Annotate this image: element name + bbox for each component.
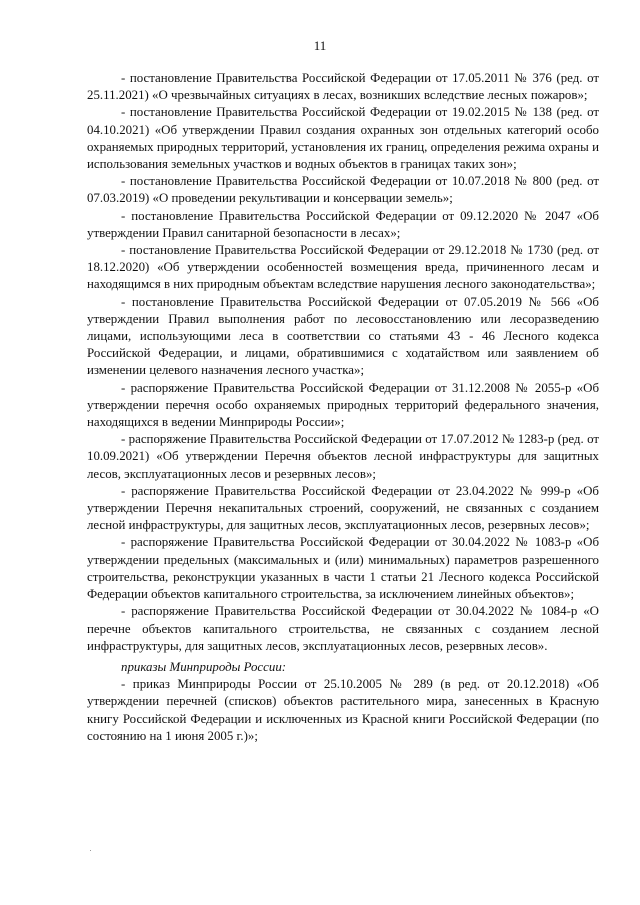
list-item: - распоряжение Правительства Российской Федерации от 23.04.2022 № 999-р «Об утверждении Перечня некапитальных строений, сооружений, не связанных с созданием лесной инфраструктуры, для защитных лесов, эксплуатационных лесов, резервных лесов»; — [87, 483, 599, 533]
list-item: - постановление Правительства Российской Федерации от 07.05.2019 № 566 «Об утверждении Правил выполнения работ по лесовосстановлению или лесоразведению лицами, использующими леса в соответствии со статьями 43 - 46 Лесного кодекса Российской Федерации, и лицами, обратившимися с ходатайством или заявлением об изменении целевого назначения лесного участка»; — [87, 294, 599, 378]
list-item: - постановление Правительства Российской Федерации от 19.02.2015 № 138 (ред. от 04.10.2021) «Об утверждении Правил создания охранных зон отдельных категорий особо охраняемых природных территорий, установления их границ, определения режима охраны и использования земельных участков и водных объектов в границах таких зон»; — [87, 105, 599, 172]
list-item: - постановление Правительства Российской Федерации от 10.07.2018 № 800 (ред. от 07.03.2019) «О проведении рекультивации и консервации земель»; — [87, 174, 599, 206]
list-item: - распоряжение Правительства Российской Федерации от 17.07.2012 № 1283-р (ред. от 10.09.2021) «Об утверждении Перечня объектов лесной инфраструктуры для защитных лесов, эксплуатационных лесов и резервных лесов»; — [87, 432, 599, 481]
list-item: - постановление Правительства Российской Федерации от 09.12.2020 № 2047 «Об утверждении Правил санитарной безопасности в лесах»; — [87, 208, 599, 240]
document-body — [87, 70, 599, 745]
scan-speck — [90, 850, 91, 851]
list-item: - постановление Правительства Российской Федерации от 17.05.2011 № 376 (ред. от 25.11.2021) «О чрезвычайных ситуациях в лесах, возникших вследствие лесных пожаров»; — [87, 71, 599, 103]
list-item: - распоряжение Правительства Российской Федерации от 30.04.2022 № 1084-р «О перечне объектов капитального строительства, не связанных с созданием лесной инфраструктуры, для защитных лесов, эксплуатационных лесов, резервных лесов». — [87, 604, 599, 653]
list-item: - приказ Минприроды России от 25.10.2005 № 289 (в ред. от 20.12.2018) «Об утверждении перечней (списков) объектов растительного мира, занесенных в Красную книгу Российской Федерации и исключенных из Красной книги Российской Федерации (по состоянию на 1 июня 2005 г.)»; — [87, 677, 599, 743]
page-number: 11 — [313, 38, 327, 53]
list-item: - распоряжение Правительства Российской Федерации от 30.04.2022 № 1083-р «Об утверждении предельных (максимальных и (или) минимальных) параметров разрешенного строительства, реконструкции указанных в части 1 статьи 21 Лесного кодекса Российской Федерации объектов капитального строительства, за исключением линейных объектов»; — [87, 535, 599, 602]
list-item: - распоряжение Правительства Российской Федерации от 31.12.2008 № 2055-р «Об утверждении перечня особо охраняемых природных территорий федерального значения, находящихся в ведении Минприроды России»; — [87, 380, 599, 430]
section-subheading: приказы Минприроды России: — [121, 659, 287, 674]
list-item: - постановление Правительства Российской Федерации от 29.12.2018 № 1730 (ред. от 18.12.2020) «Об утверждении особенностей возмещения вреда, причиненного лесам и находящимся в них природным объектам вследствие нарушения лесного законодательства»; — [87, 243, 599, 292]
